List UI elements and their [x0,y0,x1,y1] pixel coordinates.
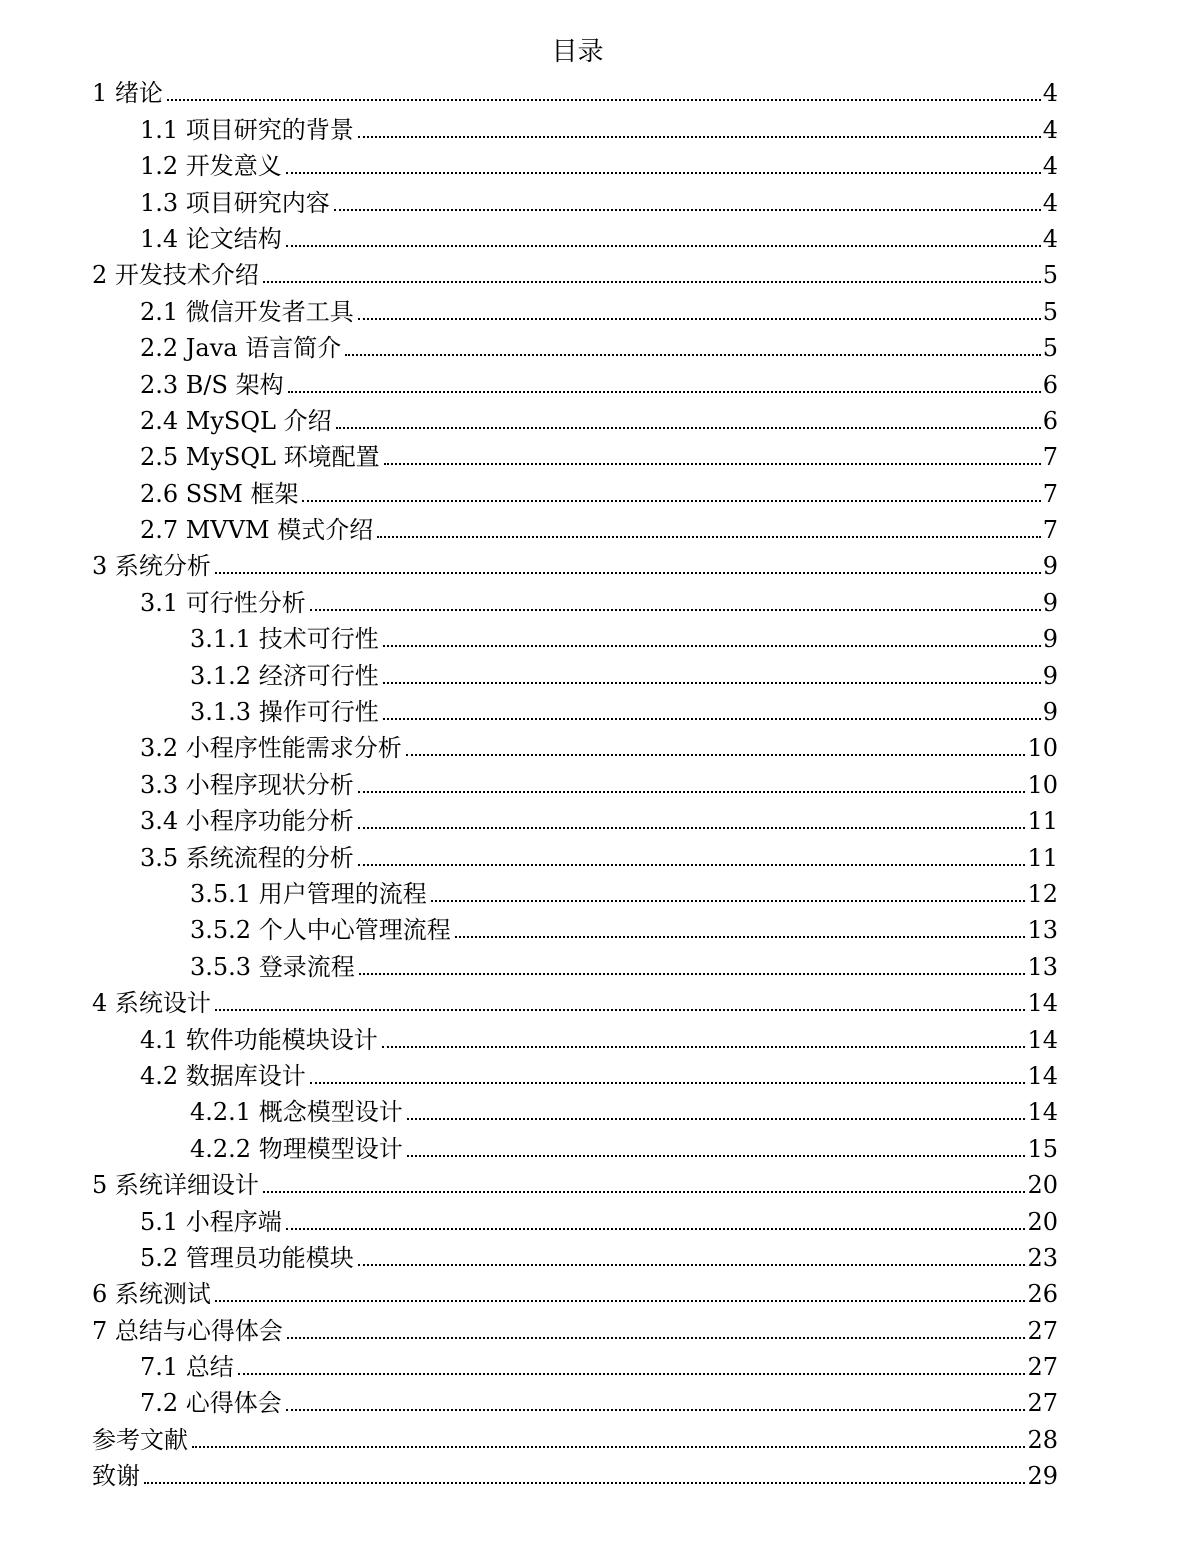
toc-entry-title: 参考文献 [92,1425,188,1454]
toc-page-number: 11 [1027,843,1058,872]
dot-leader [358,318,1041,320]
toc-page-number: 7 [1042,443,1058,472]
toc-entry-title: 2 开发技术介绍 [92,261,259,290]
toc-entry-title: 致谢 [92,1462,140,1491]
dot-leader [384,463,1041,465]
toc-entry-title: 7 总结与心得体会 [92,1316,283,1345]
toc-entry-title: 1.1 项目研究的背景 [140,115,354,144]
toc-entry-title: 3.1.3 操作可行性 [190,698,379,727]
toc-entry-title: 1.4 论文结构 [140,224,282,253]
toc-entry-title: 2.5 MySQL 环境配置 [140,443,380,472]
toc-page-number: 9 [1042,552,1058,581]
toc-page-number: 14 [1027,1025,1058,1054]
dot-leader [377,536,1040,538]
toc-entry[interactable] [92,72,1058,108]
toc-page-number: 9 [1042,698,1058,727]
toc-entry[interactable] [92,763,1058,799]
dot-leader [345,354,1040,356]
toc-entry-title: 4.2.1 概念模型设计 [190,1098,403,1127]
toc-page-number: 14 [1027,1061,1058,1090]
toc-entry[interactable] [92,509,1058,545]
toc-entry-title: 5.2 管理员功能模块 [140,1243,354,1272]
toc-entry-title: 3.4 小程序功能分析 [140,807,354,836]
toc-entry-title: 1.2 开发意义 [140,152,282,181]
dot-leader [144,1482,1025,1484]
toc-entry-title: 3.5.1 用户管理的流程 [190,879,427,908]
toc-page-number: 4 [1042,224,1058,253]
toc-entry-title: 3 系统分析 [92,552,211,581]
toc-entry[interactable] [92,654,1058,690]
toc-page-number: 27 [1027,1353,1058,1382]
dot-leader [286,1228,1026,1230]
toc-page-number: 14 [1027,989,1058,1018]
toc-entry-title: 5 系统详细设计 [92,1171,259,1200]
dot-leader [358,827,1026,829]
dot-leader [286,245,1041,247]
dot-leader [302,500,1040,502]
toc-entry[interactable] [92,290,1058,326]
toc-entry[interactable] [92,1200,1058,1236]
toc-entry[interactable] [92,1382,1058,1418]
toc-entry[interactable] [92,1273,1058,1309]
dot-leader [286,1409,1026,1411]
toc-entry-title: 4.2.2 物理模型设计 [190,1134,403,1163]
dot-leader [383,682,1041,684]
dot-leader [310,609,1041,611]
toc-entry-title: 3.1 可行性分析 [140,588,306,617]
toc-page-number: 10 [1027,734,1058,763]
dot-leader [407,1118,1026,1120]
toc-entry[interactable] [92,363,1058,399]
toc-entry-title: 2.6 SSM 框架 [140,479,299,508]
toc-page-number: 13 [1027,916,1058,945]
dot-leader [286,172,1041,174]
toc-entry[interactable] [92,472,1058,508]
toc-entry[interactable] [92,873,1058,909]
toc-page-number: 4 [1042,79,1058,108]
toc-entry[interactable] [92,800,1058,836]
toc-page-number: 7 [1042,479,1058,508]
dot-leader [310,1082,1026,1084]
toc-page-number: 6 [1042,406,1058,435]
toc-page-number: 26 [1027,1280,1058,1309]
toc-page-number: 28 [1027,1425,1058,1454]
toc-entry[interactable] [92,400,1058,436]
dot-leader [358,136,1041,138]
toc-entry[interactable] [92,545,1058,581]
toc-entry-title: 2.1 微信开发者工具 [140,297,354,326]
toc-entry-title: 7.1 总结 [140,1353,234,1382]
toc-page-number: 5 [1042,261,1058,290]
dot-leader [215,1009,1026,1011]
toc-page-number: 12 [1027,879,1058,908]
dot-leader [238,1373,1026,1375]
toc-entry-title: 2.4 MySQL 介绍 [140,406,332,435]
toc-entry[interactable] [92,1018,1058,1054]
toc-entry[interactable] [92,254,1058,290]
toc-entry-title: 2.2 Java 语言简介 [140,334,342,363]
toc-entry-title: 3.5 系统流程的分析 [140,843,354,872]
dot-leader [406,754,1026,756]
toc-entry-title: 3.3 小程序现状分析 [140,770,354,799]
toc-entry-title: 3.1.2 经济可行性 [190,661,379,690]
toc-page-number: 13 [1027,952,1058,981]
toc-entry[interactable] [92,581,1058,617]
dot-leader [215,572,1041,574]
toc-entry-title: 6 系统测试 [92,1280,211,1309]
toc-entry[interactable] [92,1455,1058,1491]
toc-page-number: 20 [1027,1207,1058,1236]
toc-entry[interactable] [92,945,1058,981]
toc-entry[interactable] [92,909,1058,945]
toc-entry-title: 1 绪论 [92,79,163,108]
dot-leader [334,209,1041,211]
toc-entry[interactable] [92,618,1058,654]
dot-leader [431,900,1026,902]
dot-leader [358,1264,1026,1266]
toc-entry-title: 3.5.2 个人中心管理流程 [190,916,451,945]
toc-page-number: 11 [1027,807,1058,836]
dot-leader [336,427,1041,429]
toc-page-number: 15 [1027,1134,1058,1163]
toc-page-number: 27 [1027,1389,1058,1418]
toc-entry[interactable] [92,727,1058,763]
toc-entry[interactable] [92,1164,1058,1200]
toc-entry-title: 3.2 小程序性能需求分析 [140,734,402,763]
toc-page-number: 20 [1027,1171,1058,1200]
toc-entry[interactable] [92,108,1058,144]
toc-entry-title: 1.3 项目研究内容 [140,188,330,217]
toc-entry[interactable] [92,1237,1058,1273]
toc-entry[interactable] [92,1091,1058,1127]
dot-leader [358,864,1026,866]
toc-page-number: 29 [1027,1462,1058,1491]
toc-entry-title: 2.7 MVVM 模式介绍 [140,516,374,545]
toc-entry[interactable] [92,1309,1058,1345]
toc-page-number: 6 [1042,370,1058,399]
toc-page-number: 4 [1042,115,1058,144]
dot-leader [263,1191,1026,1193]
toc-page-number: 7 [1042,516,1058,545]
toc-page-number: 27 [1027,1316,1058,1345]
dot-leader [192,1446,1025,1448]
toc-entry-title: 4 系统设计 [92,989,211,1018]
toc-page-number: 5 [1042,334,1058,363]
dot-leader [407,1155,1026,1157]
toc-entry[interactable] [92,218,1058,254]
toc-entry-title: 4.1 软件功能模块设计 [140,1025,378,1054]
toc-entry[interactable] [92,436,1058,472]
toc-entry[interactable] [92,1055,1058,1091]
toc-entry[interactable] [92,1418,1058,1454]
toc-page-number: 14 [1027,1098,1058,1127]
toc-entry[interactable] [92,1127,1058,1163]
dot-leader [287,1337,1026,1339]
dot-leader [215,1300,1026,1302]
toc-entry[interactable] [92,982,1058,1018]
dot-leader [358,791,1026,793]
toc-page-number: 4 [1042,152,1058,181]
toc-page-number: 4 [1042,188,1058,217]
toc-entry[interactable] [92,691,1058,727]
toc-page-number: 23 [1027,1243,1058,1272]
toc-entry[interactable] [92,327,1058,363]
toc-entry[interactable] [92,836,1058,872]
toc-page-number: 5 [1042,297,1058,326]
toc-entry-title: 3.5.3 登录流程 [190,952,355,981]
toc-page-number: 9 [1042,661,1058,690]
dot-leader [359,973,1026,975]
toc-entry-title: 2.3 B/S 架构 [140,370,284,399]
toc-page-number: 9 [1042,588,1058,617]
dot-leader [167,99,1041,101]
toc-entry-title: 3.1.1 技术可行性 [190,625,379,654]
page-title: 目录 [551,37,604,67]
dot-leader [383,718,1041,720]
dot-leader [382,1046,1026,1048]
dot-leader [383,645,1041,647]
dot-leader [263,281,1041,283]
toc-entry-title: 4.2 数据库设计 [140,1061,306,1090]
toc-entry-title: 7.2 心得体会 [140,1389,282,1418]
dot-leader [455,936,1026,938]
toc-entry[interactable] [92,145,1058,181]
toc-entry[interactable] [92,181,1058,217]
table-of-contents [92,72,1058,1491]
toc-page-number: 10 [1027,770,1058,799]
toc-page-number: 9 [1042,625,1058,654]
dot-leader [288,391,1041,393]
toc-entry[interactable] [92,1346,1058,1382]
toc-entry-title: 5.1 小程序端 [140,1207,282,1236]
